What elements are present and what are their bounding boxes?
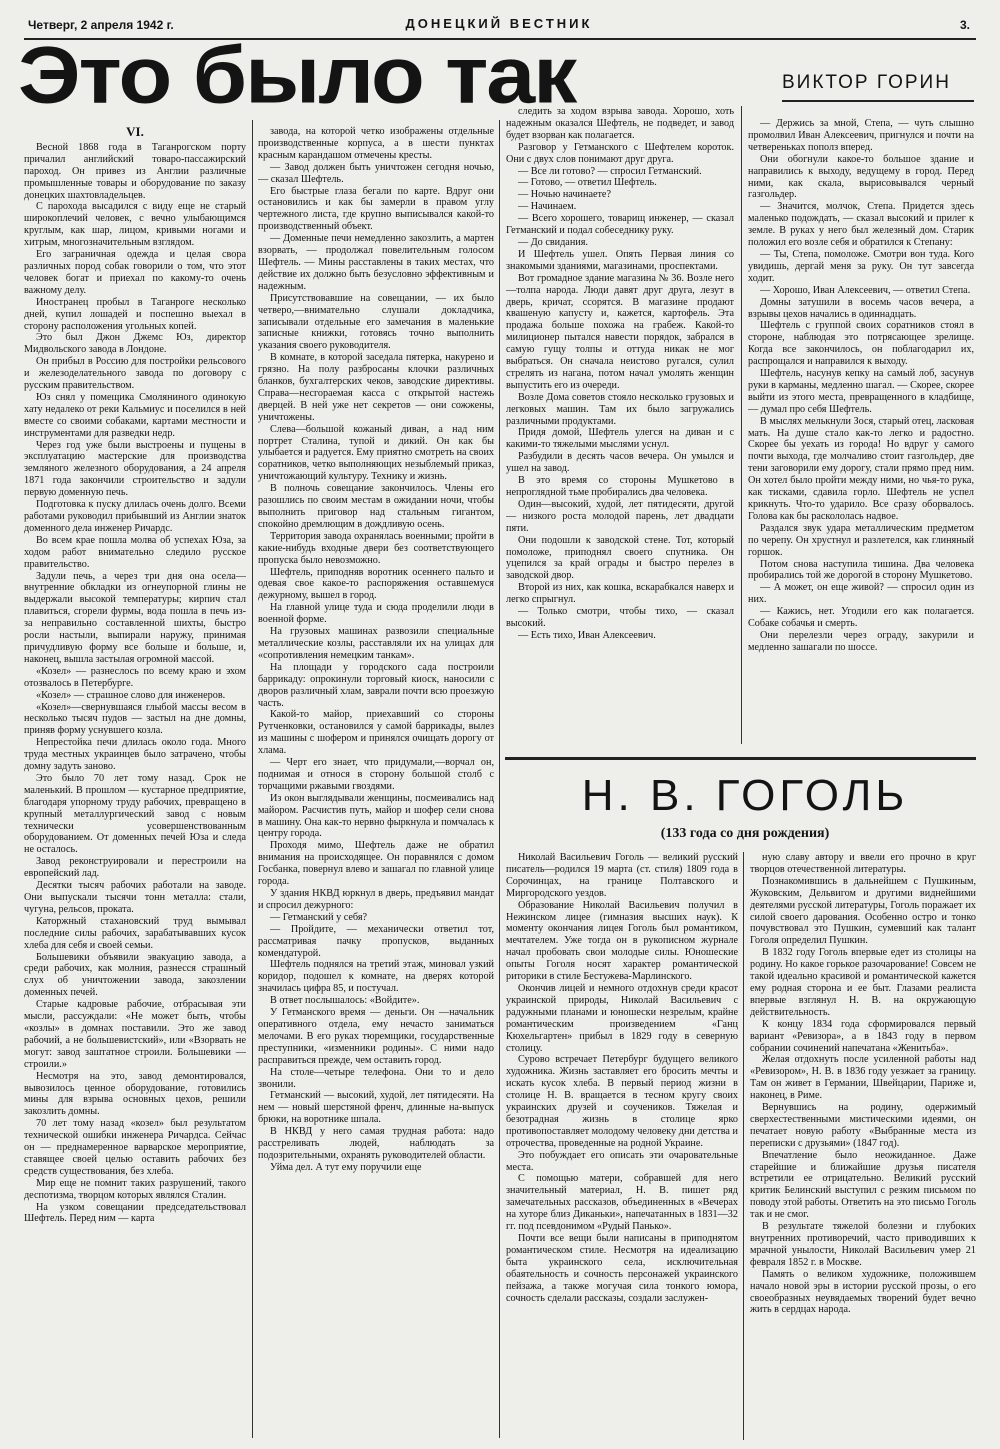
story-part-mark: VI. <box>126 126 144 139</box>
story-paragraph: В это время со стороны Мушкетово в непроглядной тьме пробирались два человека. <box>506 475 734 498</box>
story-paragraph: — Пройдите, — механически ответил тот, рассматривая пачку пропусков, выданных комендатурой. <box>258 923 494 959</box>
gogol-paragraph: Образование Николай Васильевич получил в Нежинском лицее (гимназия высших наук). К моменту окончания лицея Гоголь был романтиком, мечтателем. Уже тогда он в рукописном журнале начал пробовать свои молодые силы. Юношеские опыты Гоголя носят характер романтической риторики в стиле Бестужева-Марлинского. <box>506 899 738 983</box>
story-paragraph: — Готово, — ответил Шефтель. <box>518 177 657 189</box>
story-paragraph: Присутствовавшие на совещании, — их было четверо,—внимательно слушали докладчика, записывали отдельные его замечания в маленькие записные книжки, готовясь точно выполнить указания своего руководителя. <box>258 292 494 352</box>
story-paragraph: В ответ послышалось: «Войдите». <box>270 995 420 1007</box>
story-paragraph: — Есть тихо, Иван Алексеевич. <box>518 629 656 641</box>
story-paragraph: На главной улице туда и сюда проделили люди в военной форме. <box>258 602 494 626</box>
story-paragraph: Гетманский — высокий, худой, лет пятидесяти. На нем — новый шерстяной френч, длинные на-выпуск брюки, на воротнике шпала. <box>258 1090 494 1126</box>
story-paragraph: — Хорошо, Иван Алексеевич, — ответил Степа. <box>760 284 971 296</box>
story-paragraph: На грузовых машинах развозили специальные металлические козлы, расставляли их на улицах для «сопротивления немецким танкам». <box>258 626 494 661</box>
story-column-4 <box>748 118 974 746</box>
story-paragraph: «Козел» — разнеслось по всему краю и эхом отозвалось в Петербурге. <box>24 665 246 689</box>
story-paragraph: Мир еще не помнит таких разрушений, такого деспотизма, творцом которых являлся Сталин. <box>24 1177 246 1201</box>
story-paragraph: Вот громадное здание магазина № 36. Возле него—толпа народа. Люди давят друг друга, лезут в дверь, кричат, ссорятся. В магазине продают квашеную капусту и, кажется, картофель. Эта продажа больше похожа на грабеж. Какой-то милиционер пытался навести порядок, забрался в самую гущу толпы и оттуда никак не мог выбраться. Он сначала неистово ругался, сулил стрелять из нагана, потом начал умолять женщин выпустить его из очереди. <box>506 272 734 391</box>
gogol-column-2 <box>750 852 976 1440</box>
story-paragraph: С парохода высадился с виду еще не старый широкоплечий человек, с вечно улыбающимся круглым, как шар, лицом, кривыми ногами и хитрым, многозначительным взглядом. <box>24 201 246 249</box>
story-paragraph: — До свидания. <box>518 236 588 248</box>
story-paragraph: Придя домой, Шефтель улегся на диван и с какими-то тяжелыми мыслями уснул. <box>506 427 734 451</box>
story-paragraph: Шефтель, насунув кепку на самый лоб, засунув руки в карманы, медленно шагал. — Скорее, скорее выйти из этого места, превращенного в кладбище, — думал про себя Шефтель. <box>748 368 974 415</box>
gogol-paragraph: Память о великом художнике, положившем начало новой эры в истории русской прозы, о его своеобразных неувядаемых творений будет вечно жить в сердцах народа. <box>750 1268 976 1316</box>
gogol-paragraph: Почти все вещи были написаны в приподнятом романтическом стиле. Несмотря на идеализацию быта украинского села, исключительная обаятельность и сочность персонажей украинского пейзажа, а также могучая сила тонкого юмора, сочность сделали рассказы, создали заслужен- <box>506 1233 738 1304</box>
story-paragraph: У здания НКВД юркнул в дверь, предъявил мандат и спросил дежурного: <box>258 888 494 911</box>
story-paragraph: следить за ходом взрыва завода. Хорошо, хоть надежным оказался Шефтель, не подведет, и завод будет взорван как полагается. <box>506 106 734 141</box>
story-paragraph: На узком совещании председательствовал Шефтель. Перед ним — карта <box>24 1201 246 1225</box>
gogol-paragraph: Окончив лицей и немного отдохнув среди красот украинской природы, Николай Васильевич с радужными планами и юношески незрелым, крайне романтическим произведением «Ганц Кюхельгартен» прибыл в 1829 году в северную столицу. <box>506 982 738 1054</box>
story-paragraph: Во всем крае пошла молва об успехах Юза, за ходом работ внимательно следило русское правительство. <box>24 534 246 570</box>
story-paragraph: Подготовка к пуску длилась очень долго. Всеми работами руководил прибывший из Англии знаток доменного дела инженер Ричардс. <box>24 499 246 534</box>
story-paragraph: Иностранец пробыл в Таганроге несколько дней, купил лошадей и поспешно выехал в сторону расположения угольных копей. <box>24 296 246 332</box>
gogol-paragraph: В результате тяжелой болезни и глубоких внутренних противоречий, часто приводивших к мрачной унылости, Николай Васильевич умер 21 февраля 1852 г. в Москве. <box>750 1221 976 1268</box>
story-paragraph: Завод реконструировали и перестроили на европейский лад. <box>24 856 246 880</box>
column-divider <box>252 120 253 1438</box>
byline-rule <box>782 100 974 102</box>
story-paragraph: Второй из них, как кошка, вскарабкался наверх и легко спрыгнул. <box>506 582 734 606</box>
gogol-column-1 <box>506 852 738 1440</box>
story-paragraph: — Ночью начинаете? <box>518 189 611 201</box>
story-paragraph: — Кажись, нет. Угодили его как полагается. Собаке собачья и смерть. <box>748 606 974 630</box>
gogol-paragraph: Вернувшись на родину, одержимый сверхестественными мистическими идеями, он печатает новую работу «Выбранные места из переписки с друзьями» (1847 год). <box>750 1102 976 1149</box>
story-paragraph: — А может, он еще живой? — спросил один из них. <box>748 582 974 606</box>
gogol-headline: Н. В. ГОГОЛЬ <box>581 771 909 820</box>
story-paragraph: — Завод должен быть уничтожен сегодня ночью, — сказал Шефтель. <box>258 161 494 185</box>
story-paragraph: Разбудили в десять часов вечера. Он умылся и ушел на завод. <box>506 451 734 475</box>
story-paragraph: «Козел» — страшное слово для инженеров. <box>36 689 226 701</box>
story-paragraph: Задули печь, а через три дня она осела—внутренние обкладки из огнеупорной глины не выдержали высокой температуры; кирпич стал плавиться, сгорели фурмы, вода пошла в печь из-за неправильно составленной шихты, быстро росли настыли, выпирали наружу, принимая причудливую форму все больше и больше, и, наконец, вышла застылая огромной массой. <box>24 570 246 665</box>
story-paragraph: Он прибыл в Россию для постройки рельсового и железоделательного завода по договору с русским правительством. <box>24 356 246 392</box>
story-paragraph: — Гетманский у себя? <box>270 911 368 923</box>
gogol-paragraph: Впечатление было неожиданное. Даже старейшие и ближайшие друзья писателя встретили ее отрицательно. Великий русский критик Белинский выступил с резким письмом по поводу этой работы. Ответить на это письмо Гоголь так и не смог. <box>750 1149 976 1221</box>
story-paragraph: Весной 1868 года в Таганрогском порту причалил английский товаро-пассажирский пароход. Он привез из Англии различные промышленные товары и оборудование по заказу донецких шахтовладельцев. <box>24 141 246 201</box>
story-headline: Это было так <box>18 42 576 109</box>
story-paragraph: Десятки тысяч рабочих работали на заводе. Они выпускали тысячи тонн металла: стали, чугуна, рельсов, проката. <box>24 880 246 915</box>
newspaper-name: ДОНЕЦКИЙ ВЕСТНИК <box>405 16 593 31</box>
story-paragraph: Несмотря на это, завод демонтировался, вывозилось ценное оборудование, готовились мины для взрыва основных цехов, решили закозлить домны. <box>24 1070 246 1118</box>
story-paragraph: Это было 70 лет тому назад. Срок не маленький. В прошлом — кустарное предприятие, благодаря упорному труду рабочих, превращено в крупный металлургический завод с новым технически усовершенствованным оборудованием. От доменных печей Юза и следа не осталось. <box>24 772 246 856</box>
column-divider <box>741 106 742 744</box>
story-paragraph: Шефтель поднялся на третий этаж, миновал узкий коридор, подошел к комнате, на дверях которой значилась цифра 85, и постучал. <box>258 959 494 995</box>
story-paragraph: На столе—четыре телефона. Они то и дело звонили. <box>258 1066 494 1090</box>
story-paragraph: Какой-то майор, приехавший со стороны Рутченковки, остановился у самой баррикады, вылез из машины с шофером и принялся очищать дорогу от хлама. <box>258 709 494 757</box>
story-paragraph: Один—высокий, худой, лет пятидесяти, другой — низкого роста молодой парень, лет двадцати пяти. <box>506 498 734 534</box>
story-paragraph: — Все ли готово? — спросил Гетманский. <box>518 165 702 177</box>
gogol-paragraph: Это побуждает его описать эти очаровательные места. <box>506 1149 738 1173</box>
gogol-paragraph: Желая отдохнуть после усиленной работы над «Ревизором», Н. В. в 1836 году уезжает за границу. Там он живет в Германии, Швейцарии, Париже и, наконец, в Риме. <box>750 1054 976 1102</box>
masthead-rule <box>24 38 976 40</box>
issue-date: Четверг, 2 апреля 1942 г. <box>28 18 174 32</box>
story-paragraph: На площади у городского сада построили баррикаду: опрокинули торговый киоск, наносили с дворов различный хлам, заврали почти всю проезжую часть. <box>258 661 494 709</box>
gogol-paragraph: ную славу автору и ввели его прочно в круг творцов отечественной литературы. <box>750 852 976 875</box>
story-paragraph: Юз снял у помещика Смоляниного одинокую хату недалеко от реки Кальмиус и поселился в ней вместе со своими собаками, картами местности и инструментами для разведки недр. <box>24 391 246 439</box>
story-paragraph: У Гетманского время — деньги. Он —начальник оперативного отдела, ему нечасто заниматься мелочами. В его руках тюремщики, государственные преступники, «изменники родины». С ними надо расправиться прежде, чем оставить город. <box>258 1007 494 1066</box>
story-paragraph: Каторжный стахановский труд вымывал последние силы рабочих, зарабатывавших кусок хлеба для себя и своей семьи. <box>24 915 246 951</box>
story-paragraph: «Козел»—свернувшаяся глыбой массы весом в несколько тысяч пудов — застыл на дне домны, приняв форму уснувшего козла. <box>24 701 246 737</box>
story-paragraph: Возле Дома советов стояло несколько грузовых и легковых машин. Там их было загружались различными продуктами. <box>506 391 734 427</box>
story-paragraph: Домны затушили в восемь часов вечера, а взрывы цехов начались в одиннадцать. <box>748 296 974 320</box>
story-paragraph: В комнате, в которой заседала пятерка, накурено и грязно. На полу разбросаны клочки различных бланков, бухгалтерских чеков, заводские директивы. Справа—несгораемая касса с открытой настежь дверцей. В ней уже нет секретов — они сожжены, уничтожены. <box>258 352 494 423</box>
story-paragraph: Непрестойка печи длилась около года. Много труда местных украинцев было затрачено, чтобы домну задуть заново. <box>24 737 246 773</box>
story-column-2 <box>258 126 494 1436</box>
story-paragraph: — Доменные печи немедленно закозлить, а мартен взорвать, — продолжал повелительным голосом Шефтель. — Мины расставлены в таких местах, что действие их должно быть безусловно эффективным и надежным. <box>258 233 494 292</box>
story-column-3 <box>506 106 734 746</box>
story-paragraph: — Ты, Степа, помоложе. Смотри вон туда. Кого увидишь, дергай меня за руку. Он тут завсегда ходит. <box>748 248 974 284</box>
story-paragraph: 70 лет тому назад «козел» был результатом технической ошибки инженера Ричардса. Сейчас он — преднамеренное варварское мероприятие, ставящее своей целью оставить рабочих без средств существования, без хлеба. <box>24 1118 246 1177</box>
story-paragraph: Они подошли к заводской стене. Тот, который помоложе, приподнял своего спутника. Он уцепился за край ограды и быстро перелез в заводской двор. <box>506 534 734 582</box>
story-paragraph: В полночь совещание закончилось. Члены его разошлись по своим местам в ожидании ночи, чтобы выполнить приговор над стальным гигантом, спокойно дремлющим в дождливую осень. <box>258 483 494 530</box>
story-paragraph: Старые кадровые рабочие, отбрасывая эти мысли, рассуждали: «Не может быть, чтобы «козлы» в домнах поставили. Это же завод рабочий, а не большевистский», или «Взорвать не могут: завод заштатное строили. Большевики — строили.» <box>24 999 246 1070</box>
story-paragraph: — Значится, молчок, Степа. Придется здесь маленько подождать, — сказал высокий и прилег к земле. В руках у него был железный дом. Старик положил его возле себя и обратился к Степану: <box>748 201 974 249</box>
column-divider <box>743 852 744 1440</box>
gogol-subtitle: (133 года со дня рождения) <box>660 826 830 841</box>
story-paragraph: И Шефтель ушел. Опять Первая линия со знакомыми зданиями, магазинами, проспектами. <box>506 248 734 272</box>
story-paragraph: Территория завода охранялась военными; пройти в какие-нибудь входные двери без соответствующего пропуска было невозможно. <box>258 530 494 566</box>
story-paragraph: Большевики объявили эвакуацию завода, а среди рабочих, как молния, разнесся страшный слух об уничтожении завода, закозлении доменных печей. <box>24 951 246 999</box>
section-rule <box>505 757 976 760</box>
story-paragraph: Разговор у Гетманского с Шефтелем короток. Они с двух слов понимают друг друга. <box>506 141 734 165</box>
story-column-1 <box>24 126 246 1436</box>
gogol-paragraph: Сурово встречает Петербург будущего великого художника. Жизнь заставляет его бросить мечты и искать кусок хлеба. В первый период жизни в столице Н. В. вращается в тесном кругу своих украинских друзей и соучеников. Тяжелая и безотрадная жизнь в столице ярко противопоставляет молодому человеку дни детства и отрочества, проведенные на родной Украине. <box>506 1054 738 1149</box>
story-paragraph: Слева—большой кожаный диван, а над ним портрет Сталина, тупой и дикий. Он как бы улыбается и радуется. Ему приятно смотреть на своих соратников, четко выполняющих незыблемый приказ, уничтожающий культуру. Технику и жизнь. <box>258 423 494 483</box>
gogol-paragraph: В 1832 году Гоголь впервые едет из столицы на родину. Но какое горькое разочарование! Совсем не такой идеально красивой и романтической кажется ему родная сторона и ее быт. Глазами реалиста впервые взглянул Н. В. на окружающую действительность. <box>750 947 976 1018</box>
story-paragraph: Потом снова наступила тишина. Два человека пробирались той же дорогой в сторону Мушкетово. <box>748 558 974 582</box>
story-paragraph: — Начинаем. <box>518 201 577 213</box>
gogol-paragraph: С помощью матери, собравшей для него значительный материал, Н. В. пишет ряд замечательных рассказов, объединенных в «Вечерах на хуторе близ Диканьки», напечатанных в 1831—32 гг. под псевдонимом «Рудый Панько». <box>506 1173 738 1233</box>
story-paragraph: Они обогнули какое-то большое здание и направились к выходу, ведущему в город. Перед ними, как скала, вырисовывался черный газгольдер. <box>748 153 974 201</box>
gogol-paragraph: К концу 1834 года сформировался первый вариант «Ревизора», а в 1843 году в первом собрании сочинений напечатана «Женитьба». <box>750 1018 976 1054</box>
gogol-paragraph: Познакомившись в дальнейшем с Пушкиным, Жуковским, Дельвигом и другими виднейшими деятелями русской литературы, Гоголь поражает их силой своего дарования. Особенно остро и тонко почувствовал это Пушкин, сумевший как талант Гоголя определил Пушкин. <box>750 875 976 947</box>
story-paragraph: Через год уже были выстроены и пущены в эксплуатацию мастерские для производства земляного железного оборудования, а 24 апреля 1871 года закончили строительство и задули первую доменную печь. <box>24 439 246 499</box>
story-paragraph: В мыслях мелькнули Зося, старый отец, ласковая мать. На душе стало как-то легко и радостно. Скорее бы уехать из города! Но вдруг у самого почти выхода, где молчаливо стоит газгольдер, две тени заговорили ему дорогу, стали прямо пред ним. Он хотел было пройти между ними, но чья-то рука, как тисками, сдавила горло. Шефтель не успел крикнуть. Что-то ударило. Все сразу оборвалось. Голова как бы раскололась надвое. <box>748 415 974 522</box>
story-paragraph: Его заграничная одежда и целая свора различных пород собак говорили о том, что этот человек богат и приехал по какому-то очень важному делу. <box>24 249 246 296</box>
story-paragraph: завода, на которой четко изображены отдельные производственные корпуса, а в шести пунктах красным карандашом отмечены кресты. <box>258 126 494 161</box>
story-paragraph: В НКВД у него самая трудная работа: надо расстреливать людей, наблюдать за подозрительными, охранять руководителей области. <box>258 1126 494 1161</box>
story-paragraph: Раздался звук удара металлическим предметом по черепу. Он хрустнул и разлетелся, как глиняный горшок. <box>748 522 974 558</box>
story-paragraph: — Всего хорошего, товарищ инженер, — сказал Гетманский и подал собеседнику руку. <box>506 213 734 237</box>
page-number: 3. <box>959 18 970 32</box>
story-paragraph: Шефтель, приподняв воротник осеннего пальто и одевая свое какое-то распоряжения оставшемуся дежурному, вышел в город. <box>258 566 494 602</box>
gogol-paragraph: Николай Васильевич Гоголь — великий русский писатель—родился 19 марта (ст. стиля) 1809 года в Сорочинцах, на границе Полтавского и Миргородского уездов. <box>506 852 738 899</box>
story-paragraph: Его быстрые глаза бегали по карте. Вдруг они остановились и как бы замерли в правом углу чертежного листа, где крупно выписывался какой-то производственный объект. <box>258 185 494 233</box>
story-paragraph: — Держись за мной, Степа, — чуть слышно промолвил Иван Алексеевич, пригнулся и почти на четвереньках пополз вперед. <box>748 118 974 153</box>
story-paragraph: Уйма дел. А тут ему поручили еще <box>270 1161 422 1173</box>
story-paragraph: — Черт его знает, что придумали,—ворчал он, поднимая и относя в сторону большой столб с торчащими ржавыми гвоздями. <box>258 757 494 792</box>
story-paragraph: — Только смотри, чтобы тихо, — сказал высокий. <box>506 606 734 629</box>
masthead <box>28 14 970 36</box>
story-paragraph: Проходя мимо, Шефтель даже не обратил внимания на происходящее. Он поравнялся с домом Госбанка, повернул влево и зашагал по главной улице города. <box>258 840 494 888</box>
story-paragraph: Шефтель с группой своих соратников стоял в стороне, наблюдая это потрясающее зрелище. Когда все закончилось, он поблагодарил их, распрощался и направился к выходу. <box>748 320 974 368</box>
story-paragraph: Они перелезли через ограду, закурили и медленно зашагали по шоссе. <box>748 629 974 653</box>
story-author: ВИКТОР ГОРИН <box>782 72 951 93</box>
story-paragraph: Это был Джон Джемс Юз, директор Мидвольского завода в Лондоне. <box>24 332 246 356</box>
story-paragraph: Из окон выглядывали женщины, посмеивались над майором. Расчистив путь, майор и шофер сели снова в машину. Она как-то нервно фыркнула и помчалась к центру города. <box>258 792 494 840</box>
